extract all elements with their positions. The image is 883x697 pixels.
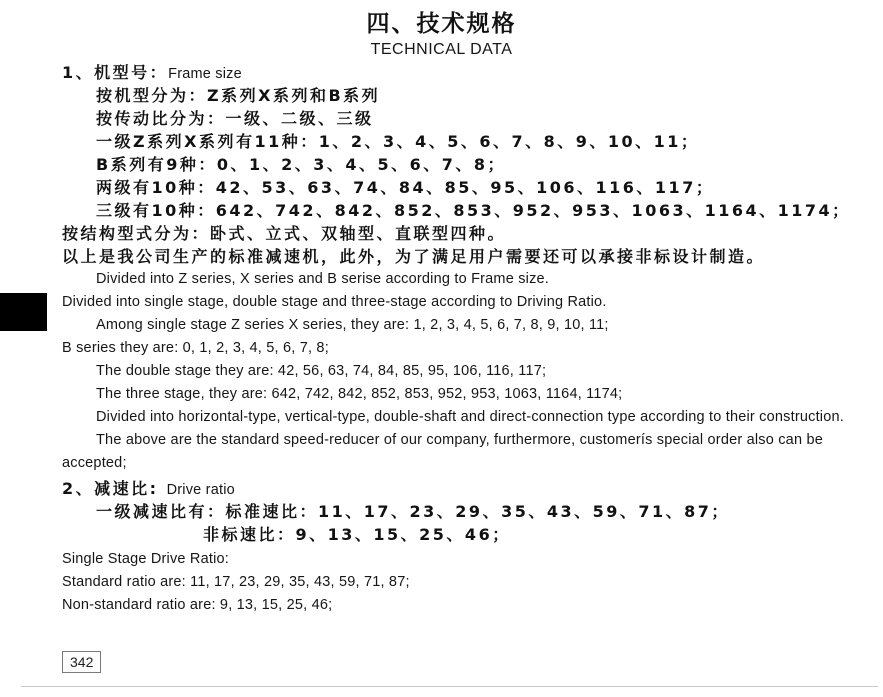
page-title-en: TECHNICAL DATA [370,41,513,58]
section2-heading-zh: 2、减速比: [62,479,167,498]
document-body [0,61,883,617]
zh-line: 一级减速比有：标准速比：11、17、23、29、35、43、59、71、87； [96,502,730,521]
en-line: The three stage, they are: 642, 742, 842, 852, 853, 952, 953, 1063, 1164, 1174; [96,386,623,402]
section1-heading [0,61,883,84]
en-line: B series they are: 0, 1, 2, 3, 4, 5, 6, 7, 8; [62,340,329,356]
en-line: Divided into single stage, double stage and three-stage according to Driving Ratio. [62,294,607,310]
section2-heading [0,477,883,500]
en-line: Standard ratio are: 11, 17, 23, 29, 35, 43, 59, 71, 87; [62,574,410,590]
en-line: Among single stage Z series X series, they are: 1, 2, 3, 4, 5, 6, 7, 8, 9, 10, 11; [96,317,609,333]
en-line: The above are the standard speed-reducer of our company, furthermore, customerís special order also can be [96,432,823,448]
section2-heading-en: Drive ratio [166,482,235,498]
zh-line: B系列有9种：0、1、2、3、4、5、6、7、8； [96,155,507,174]
footer-rule [21,686,878,687]
zh-line: 两级有10种：42、53、63、74、84、85、95、106、116、117； [96,178,715,197]
en-line: Non-standard ratio are: 9, 13, 15, 25, 46; [62,597,333,613]
zh-line: 一级Z系列X系列有11种：1、2、3、4、5、6、7、8、9、10、11； [96,132,700,151]
section1-heading-en: Frame size [168,66,242,82]
en-line: Divided into Z series, X series and B serise according to Frame size. [96,271,550,287]
zh-line: 按机型分为：Z系列X系列和B系列 [96,86,381,105]
en-line: The double stage they are: 42, 56, 63, 74, 84, 85, 95, 106, 116, 117; [96,363,547,379]
en-line: Divided into horizontal-type, vertical-type, double-shaft and direct-connection type according to their construction. [96,409,844,425]
zh-line: 按传动比分为：一级、二级、三级 [96,109,374,128]
section1-heading-zh: 1、机型号： [62,63,169,82]
page-title-zh: 四、技术规格 [366,11,517,37]
en-line: Single Stage Drive Ratio: [62,551,229,567]
zh-line: 非标速比：9、13、15、25、46； [203,525,511,544]
zh-line: 按结构型式分为：卧式、立式、双轴型、直联型四种。 [62,224,507,243]
page-number: 342 [62,651,101,673]
zh-line: 以上是我公司生产的标准减速机，此外，为了满足用户需要还可以承接非标设计制造。 [62,247,766,266]
zh-line: 三级有10种：642、742、842、852、853、952、953、1063、1164、1174； [96,201,851,220]
page-header [0,5,883,59]
binding-tab-mark [0,293,47,331]
en-line: accepted; [62,455,127,471]
